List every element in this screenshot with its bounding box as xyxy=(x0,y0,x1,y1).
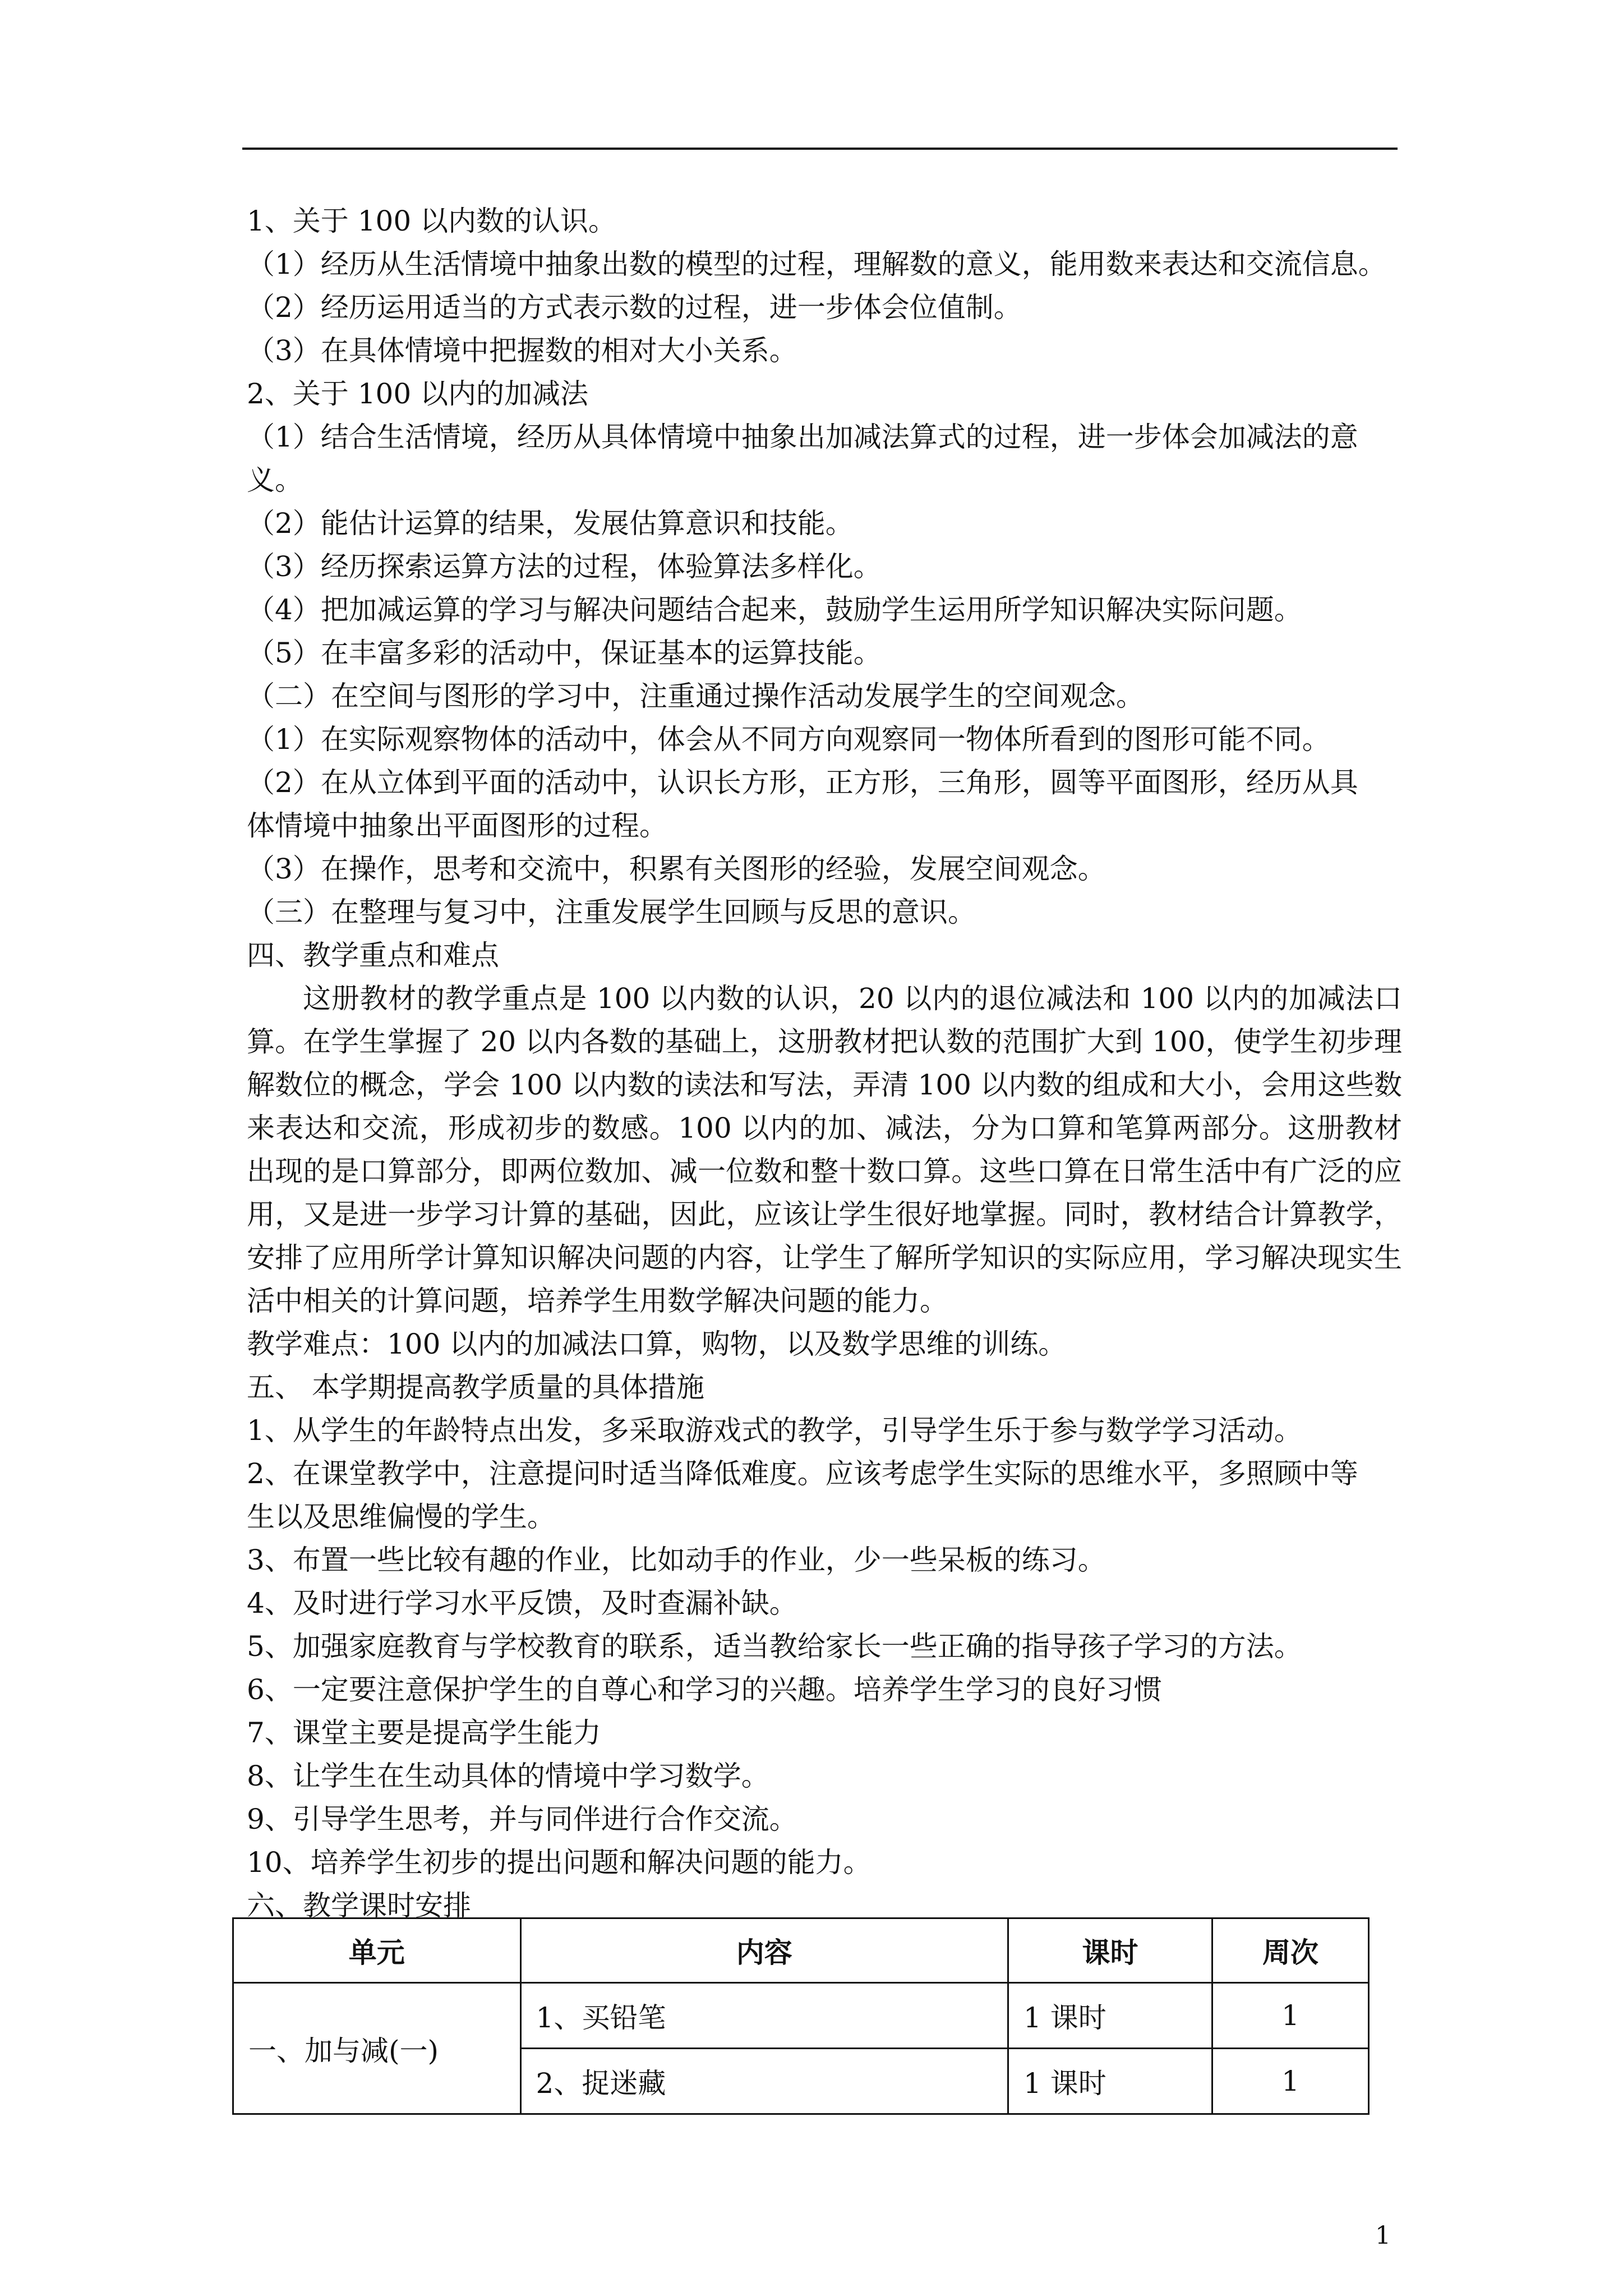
week-cell: 1 xyxy=(1212,2049,1369,2114)
text-line: （5）在丰富多彩的活动中，保证基本的运算技能。 xyxy=(247,637,882,669)
hours-cell: 1 课时 xyxy=(1008,1983,1212,2049)
text-line: （三）在整理与复习中，注重发展学生回顾与反思的意识。 xyxy=(247,896,976,928)
week-cell: 1 xyxy=(1212,1983,1369,2049)
table-row xyxy=(233,1983,1369,2049)
content-cell: 2、捉迷藏 xyxy=(520,2049,1008,2114)
section-heading: 四、教学重点和难点 xyxy=(247,939,499,972)
text-line: 义。 xyxy=(247,464,303,496)
text-line: （1）在实际观察物体的活动中，体会从不同方向观察同一物体所看到的图形可能不同。 xyxy=(247,723,1330,756)
text-line: 6、一定要注意保护学生的自尊心和学习的兴趣。培养学生学习的良好习惯 xyxy=(247,1673,1162,1706)
text-line: 教学难点：100 以内的加减法口算，购物，以及数学思维的训练。 xyxy=(247,1328,1067,1360)
hours-cell: 1 课时 xyxy=(1008,2049,1212,2114)
text-line: 9、引导学生思考，并与同伴进行合作交流。 xyxy=(247,1803,797,1835)
section-heading: 五、 本学期提高教学质量的具体措施 xyxy=(247,1371,704,1404)
schedule-table xyxy=(232,1917,1370,2115)
key-points-paragraph: 这册教材的教学重点是 100 以内数的认识，20 以内的退位减法和 100 以内的加减法口算。在学生掌握了 20 以内各数的基础上，这册教材把认数的范围扩大到 100，使学生初步理解数位的概念，学会 100 以内数的读法和写法，弄清 100 以内数的组成和大小，会用这些数来表达和交流，形成初步的数感。100 以内的加、减法，分为口算和笔算两部分。这册教材出现的是口算部分，即两位数加、减一位数和整十数口算。这些口算在日常生活中有广泛的应用，又是进一步学习计算的基础，因此，应该让学生很好地掌握。同时，教材结合计算教学，安排了应用所学计算知识解决问题的内容，让学生了解所学知识的实际应用，学习解决现实生活中相关的计算问题，培养学生用数学解决问题的能力。 xyxy=(247,982,1402,1317)
header-hours: 课时 xyxy=(1008,1918,1212,1983)
text-line: 7、课堂主要是提高学生能力 xyxy=(247,1717,601,1749)
unit-cell: 一、加与减(一) xyxy=(233,1983,521,2114)
document-body xyxy=(247,200,1402,1927)
text-line: （3）在具体情境中把握数的相对大小关系。 xyxy=(247,334,797,367)
header-content: 内容 xyxy=(520,1918,1008,1983)
text-line: 生以及思维偏慢的学生。 xyxy=(247,1501,555,1533)
text-line: 1、从学生的年龄特点出发，多采取游戏式的教学，引导学生乐于参与数学学习活动。 xyxy=(247,1414,1302,1447)
table-header-row xyxy=(233,1918,1369,1983)
text-line: 体情境中抽象出平面图形的过程。 xyxy=(247,809,667,842)
text-line: （3）经历探索运算方法的过程，体验算法多样化。 xyxy=(247,550,882,583)
text-line: （二）在空间与图形的学习中，注重通过操作活动发展学生的空间观念。 xyxy=(247,680,1144,712)
text-line: （2）经历运用适当的方式表示数的过程，进一步体会位值制。 xyxy=(247,291,1022,324)
text-line: （3）在操作，思考和交流中，积累有关图形的经验，发展空间观念。 xyxy=(247,853,1106,885)
content-cell: 1、买铅笔 xyxy=(520,1983,1008,2049)
text-line: （2）能估计运算的结果，发展估算意识和技能。 xyxy=(247,507,854,540)
header-unit: 单元 xyxy=(233,1918,521,1983)
text-line: （1）结合生活情境，经历从具体情境中抽象出加减法算式的过程，进一步体会加减法的意 xyxy=(247,421,1358,453)
text-line: 1、关于 100 以内数的认识。 xyxy=(247,205,617,237)
text-line: 3、布置一些比较有趣的作业，比如动手的作业，少一些呆板的练习。 xyxy=(247,1544,1106,1576)
page-number: 1 xyxy=(1375,2221,1391,2250)
text-line: 10、培养学生初步的提出问题和解决问题的能力。 xyxy=(247,1846,872,1879)
header-week: 周次 xyxy=(1212,1918,1369,1983)
text-line: （1）经历从生活情境中抽象出数的模型的过程，理解数的意义，能用数来表达和交流信息。 xyxy=(247,248,1386,280)
text-line: （4）把加减运算的学习与解决问题结合起来，鼓励学生运用所学知识解决实际问题。 xyxy=(247,593,1302,626)
text-line: 5、加强家庭教育与学校教育的联系，适当教给家长一些正确的指导孩子学习的方法。 xyxy=(247,1630,1302,1663)
text-line: （2）在从立体到平面的活动中，认识长方形，正方形，三角形，圆等平面图形，经历从具 xyxy=(247,766,1358,799)
text-line: 8、让学生在生动具体的情境中学习数学。 xyxy=(247,1760,769,1792)
text-line: 2、在课堂教学中，注意提问时适当降低难度。应该考虑学生实际的思维水平，多照顾中等 xyxy=(247,1457,1358,1490)
section-heading: 六、教学课时安排 xyxy=(247,1889,471,1922)
section-heading: 2、关于 100 以内的加减法 xyxy=(247,378,589,410)
header-rule xyxy=(242,148,1398,150)
text-line: 4、及时进行学习水平反馈，及时查漏补缺。 xyxy=(247,1587,797,1619)
